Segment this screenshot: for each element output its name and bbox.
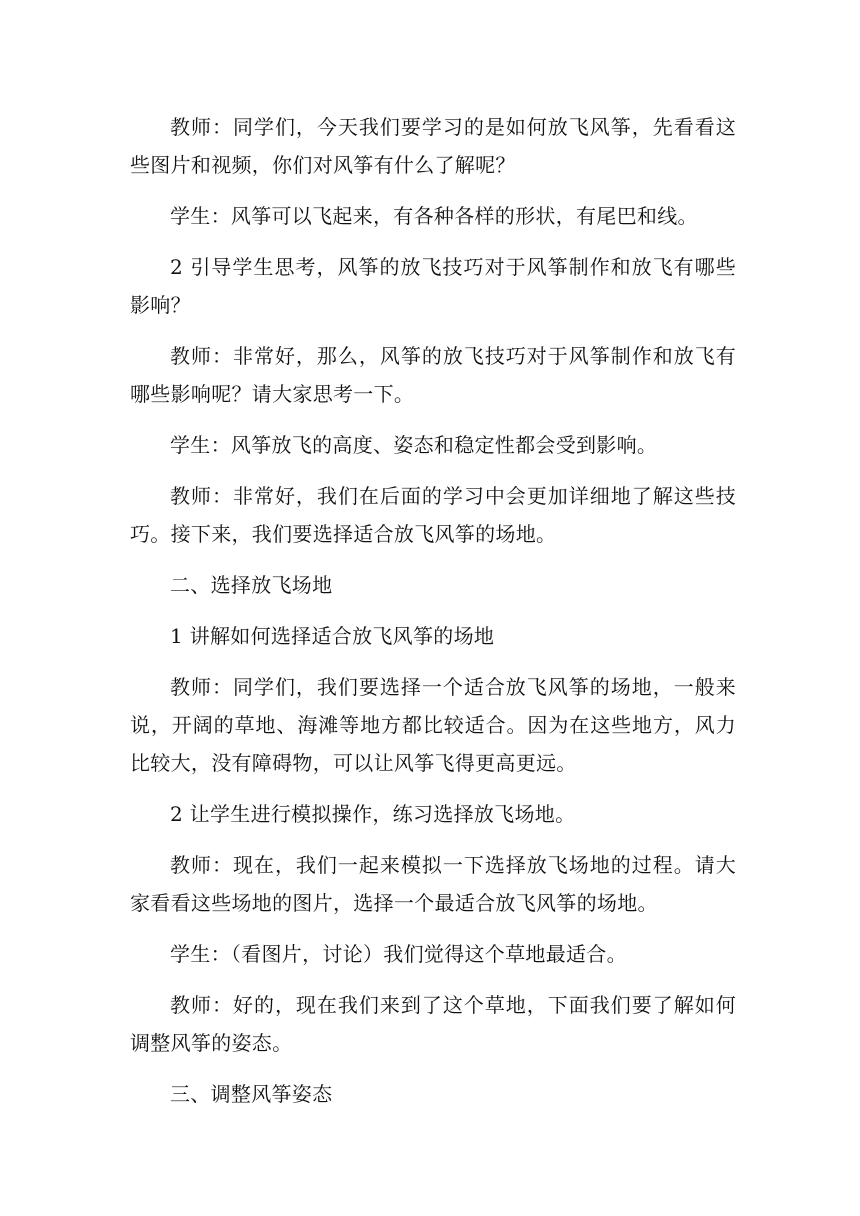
guide-thinking-paragraph: 2 引导学生思考，风筝的放飞技巧对于风筝制作和放飞有哪些影响？ bbox=[130, 255, 736, 317]
student-response-paragraph: 学生：风筝放飞的高度、姿态和稳定性都会受到影响。 bbox=[170, 433, 658, 457]
subheading-simulation: 2 让学生进行模拟操作，练习选择放飞场地。 bbox=[170, 802, 576, 826]
teacher-transition-paragraph: 教师：非常好，我们在后面的学习中会更加详细地了解这些技巧。接下来，我们要选择适合放飞风筝的场地。 bbox=[130, 484, 736, 546]
subheading-explain-site: 1 讲解如何选择适合放飞风筝的场地 bbox=[170, 624, 495, 648]
section-heading-adjust-posture: 三、调整风筝姿态 bbox=[170, 1082, 333, 1106]
teacher-question-paragraph: 教师：非常好，那么，风筝的放飞技巧对于风筝制作和放飞有哪些影响呢？请大家思考一下。 bbox=[130, 344, 736, 406]
student-discussion-paragraph: 学生：（看图片，讨论）我们觉得这个草地最适合。 bbox=[170, 942, 627, 966]
teacher-site-explanation-paragraph: 教师：同学们，我们要选择一个适合放飞风筝的场地，一般来说，开阔的草地、海滩等地方都比较适合。因为在这些地方，风力比较大，没有障碍物，可以让风筝飞得更高更远。 bbox=[130, 675, 736, 775]
teacher-intro-paragraph: 教师：同学们，今天我们要学习的是如何放飞风筝，先看看这些图片和视频，你们对风筝有什么了解呢？ bbox=[130, 115, 736, 177]
teacher-posture-intro-paragraph: 教师：好的，现在我们来到了这个草地，下面我们要了解如何调整风筝的姿态。 bbox=[130, 993, 736, 1055]
teacher-simulation-paragraph: 教师：现在，我们一起来模拟一下选择放飞场地的过程。请大家看看这些场地的图片，选择一个最适合放飞风筝的场地。 bbox=[130, 853, 736, 915]
student-answer-paragraph: 学生：风筝可以飞起来，有各种各样的形状，有尾巴和线。 bbox=[170, 204, 698, 228]
section-heading-choose-site: 二、选择放飞场地 bbox=[170, 573, 333, 597]
document-body bbox=[130, 108, 736, 1126]
